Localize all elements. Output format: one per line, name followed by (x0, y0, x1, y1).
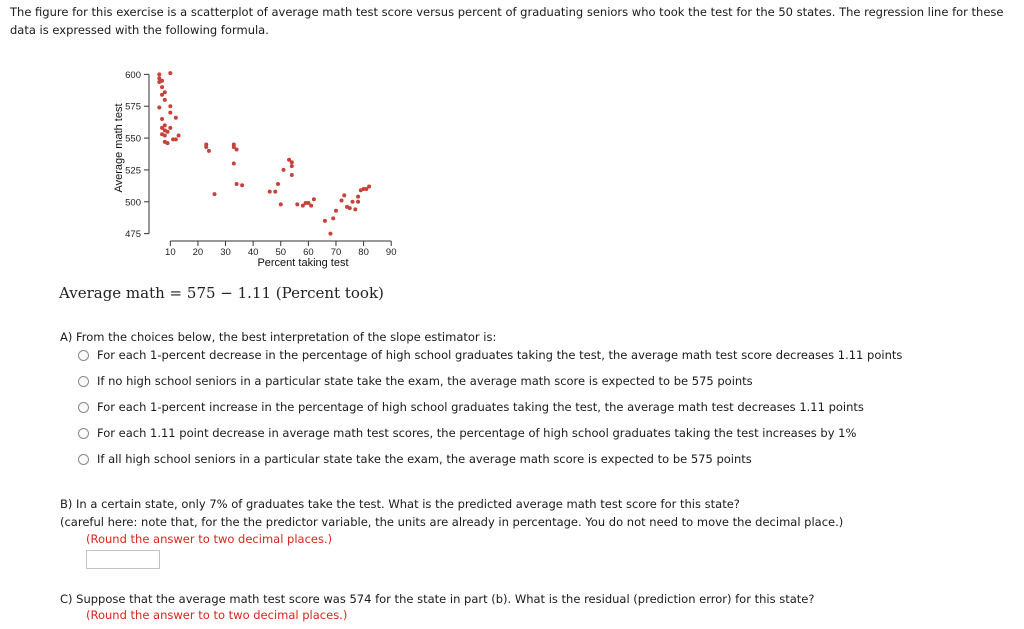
data-point (160, 85, 164, 89)
data-point (290, 164, 294, 168)
y-tick-label: 575 (125, 101, 141, 113)
data-point (232, 162, 236, 166)
option-label: For each 1-percent decrease in the percentage of high school graduates taking the test, the average math test score decreases 1.11 points (97, 348, 903, 362)
x-tick-label: 50 (275, 247, 287, 258)
radio-button[interactable] (78, 402, 89, 413)
data-point (342, 193, 346, 197)
data-point (166, 141, 170, 145)
exercise-intro: The figure for this exercise is a scatterplot of average math test score versus percent of graduating seniors who took the test for the 50 states. The regression line for these data is expressed with the following formula. (10, 5, 1004, 37)
x-tick-label: 10 (165, 247, 176, 258)
data-point (295, 202, 299, 206)
x-axis-label: Percent taking test (257, 257, 349, 269)
option-label: If all high school seniors in a particular state take the exam, the average math score is expected to be 575 points (97, 452, 752, 466)
data-point (328, 232, 332, 236)
option-label: If no high school seniors in a particular state take the exam, the average math score is expected to be 575 points (97, 374, 753, 388)
data-point (309, 204, 313, 208)
x-tick-label: 60 (303, 247, 314, 258)
question-b-line2: (careful here: note that, for the the predictor variable, the units are already in percentage. You do not need to move the decimal place.) (60, 515, 844, 529)
data-point (279, 202, 283, 206)
x-tick-label: 20 (192, 247, 204, 258)
data-point (160, 93, 164, 97)
data-point (157, 72, 161, 76)
y-tick-label: 525 (125, 165, 141, 177)
question-b-line1: B) In a certain state, only 7% of graduates take the test. What is the predicted average math test score for this state? (60, 497, 740, 511)
x-axis (165, 241, 396, 258)
option-label: For each 1-percent increase in the percentage of high school graduates taking the test, the average math test decreases 1.11 points (97, 400, 864, 414)
data-point (160, 117, 164, 121)
data-point (323, 219, 327, 223)
data-point (177, 134, 181, 138)
answer-input-b[interactable] (86, 550, 160, 569)
scatterplot (108, 58, 408, 280)
data-point (282, 168, 286, 172)
radio-button[interactable] (78, 428, 89, 439)
regression-formula: Average math = 575 − 1.11 (Percent took) (59, 284, 384, 302)
data-point (356, 200, 360, 204)
data-point (353, 207, 357, 211)
x-tick-label: 70 (330, 247, 342, 258)
data-point (276, 182, 280, 186)
data-point (290, 160, 294, 164)
question-c-line1: C) Suppose that the average math test score was 574 for the state in part (b). What is the residual (prediction error) for this state? (60, 592, 815, 606)
data-point (273, 190, 277, 194)
x-tick-label: 40 (247, 247, 259, 258)
question-b-hint: (Round the answer to two decimal places.) (86, 532, 333, 546)
data-point (174, 137, 178, 141)
data-point (235, 148, 239, 152)
y-tick-label: 475 (125, 229, 141, 241)
data-point (163, 98, 167, 102)
y-tick-label: 600 (125, 69, 141, 81)
x-tick-label: 30 (220, 247, 231, 258)
data-point (168, 111, 172, 115)
data-point (163, 134, 167, 138)
data-point (204, 145, 208, 149)
option-a5[interactable] (78, 449, 752, 469)
option-label: For each 1.11 point decrease in average math test scores, the percentage of high school graduates taking the test increases by 1% (97, 426, 857, 440)
data-point (334, 209, 338, 213)
question-a-prompt: A) From the choices below, the best interpretation of the slope estimator is: (60, 330, 497, 344)
option-a1[interactable] (78, 345, 902, 365)
data-point (351, 200, 355, 204)
data-point (207, 149, 211, 153)
data-point (268, 190, 272, 194)
radio-button[interactable] (78, 350, 89, 361)
option-a3[interactable] (78, 397, 864, 417)
y-axis-label: Average math test (113, 103, 125, 193)
data-point (168, 71, 172, 75)
data-point (290, 173, 294, 177)
data-point (157, 105, 161, 109)
data-point (174, 116, 178, 120)
x-tick-label: 80 (358, 247, 369, 258)
data-point (312, 197, 316, 201)
data-point (345, 205, 349, 209)
data-point (340, 199, 344, 203)
y-tick-label: 500 (125, 197, 141, 209)
y-tick-label: 550 (125, 133, 141, 145)
option-a4[interactable] (78, 423, 856, 443)
question-c-hint: (Round the answer to to two decimal places.) (86, 608, 348, 622)
radio-button[interactable] (78, 454, 89, 465)
data-point (168, 126, 172, 130)
data-point (160, 79, 164, 83)
data-point (331, 216, 335, 220)
data-point (356, 195, 360, 199)
option-a2[interactable] (78, 371, 753, 391)
data-point (240, 183, 244, 187)
data-point (168, 104, 172, 108)
radio-button[interactable] (78, 376, 89, 387)
data-point (367, 184, 371, 188)
data-point (213, 192, 217, 196)
data-point (235, 182, 239, 186)
data-points (157, 71, 371, 236)
y-axis (125, 70, 149, 240)
data-point (166, 130, 170, 134)
x-tick-label: 90 (385, 247, 397, 258)
